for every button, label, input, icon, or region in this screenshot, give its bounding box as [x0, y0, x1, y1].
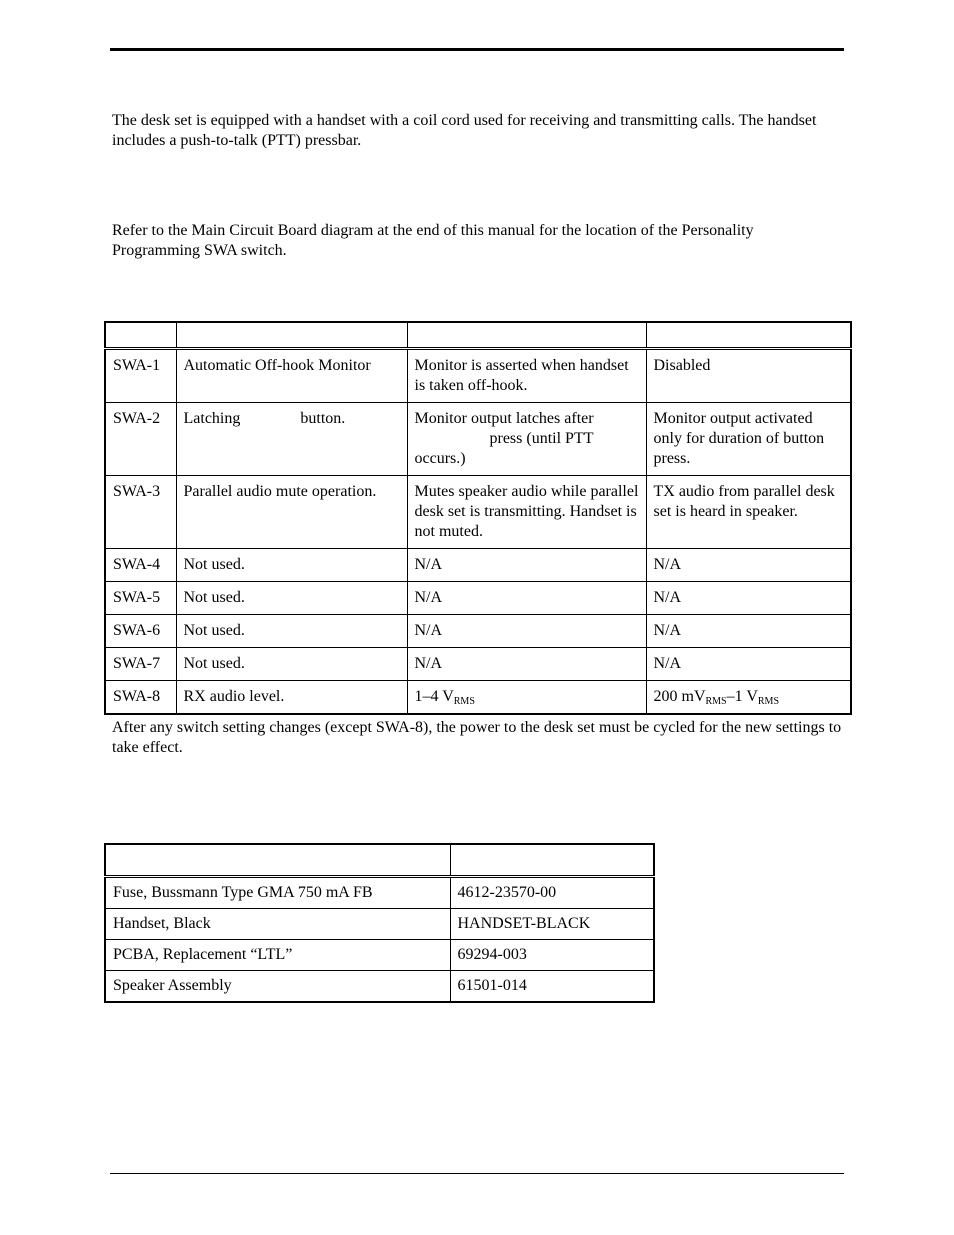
table-row: [105, 940, 654, 971]
switch-cell: SWA-6: [105, 615, 176, 648]
table-row: [105, 877, 654, 909]
parts-header-part: [450, 844, 654, 877]
switch-cell: SWA-3: [105, 476, 176, 549]
table-row: [105, 476, 851, 549]
switch-cell: SWA-1: [105, 349, 176, 403]
on-cell: N/A: [407, 648, 646, 681]
parts-header-row: [105, 844, 654, 877]
table-row: [105, 909, 654, 940]
rms-subscript: RMS: [757, 696, 780, 707]
on-cell: Monitor is asserted when handset is taken off-hook.: [407, 349, 646, 403]
table-row: [105, 582, 851, 615]
switch-cell: SWA-5: [105, 582, 176, 615]
on-text-b: press (until PTT occurs.): [414, 430, 594, 467]
off-cell: Monitor output activated only for duration of button press.: [646, 403, 851, 476]
off-value-b: –1 V: [726, 688, 758, 705]
part-number-cell: 61501-014: [450, 971, 654, 1003]
function-cell: Parallel audio mute operation.: [176, 476, 407, 549]
function-cell: RX audio level.: [176, 681, 407, 715]
swa-header-off: [646, 322, 851, 349]
description-cell: Speaker Assembly: [105, 971, 450, 1003]
function-cell: [176, 403, 407, 476]
swa-switch-table: [104, 321, 852, 715]
off-value-a: 200 mV: [653, 688, 706, 705]
description-cell: Fuse, Bussmann Type GMA 750 mA FB: [105, 877, 450, 909]
handset-paragraph: The desk set is equipped with a handset with a coil cord used for receiving and transmitting calls. The handset includes a push-to-talk (PTT) pressbar.: [112, 112, 817, 149]
rms-subscript: RMS: [453, 696, 475, 707]
switch-cell: SWA-8: [105, 681, 176, 715]
parts-table: [104, 843, 655, 1003]
function-cell: Not used.: [176, 582, 407, 615]
footer-rule: [110, 1173, 844, 1174]
part-number-cell: 4612-23570-00: [450, 877, 654, 909]
off-cell: N/A: [646, 582, 851, 615]
table-row: [105, 971, 654, 1003]
swa-header-switch: [105, 322, 176, 349]
swa-header-on: [407, 322, 646, 349]
function-text-a: Latching: [183, 410, 241, 427]
switch-cell: SWA-4: [105, 549, 176, 582]
description-cell: PCBA, Replacement “LTL”: [105, 940, 450, 971]
table-row: [105, 403, 851, 476]
on-cell: [407, 403, 646, 476]
on-cell: N/A: [407, 582, 646, 615]
off-cell: Disabled: [646, 349, 851, 403]
parts-header-description: [105, 844, 450, 877]
switch-cell: SWA-2: [105, 403, 176, 476]
function-text-b: button.: [300, 410, 346, 427]
on-cell: Mutes speaker audio while parallel desk set is transmitting. Handset is not muted.: [407, 476, 646, 549]
on-cell: [407, 681, 646, 715]
table-row: [105, 615, 851, 648]
description-cell: Handset, Black: [105, 909, 450, 940]
function-cell: Not used.: [176, 549, 407, 582]
part-number-cell: HANDSET-BLACK: [450, 909, 654, 940]
switch-cell: SWA-7: [105, 648, 176, 681]
off-cell: N/A: [646, 549, 851, 582]
swa-header-row: [105, 322, 851, 349]
function-cell: Not used.: [176, 615, 407, 648]
after-paragraph: After any switch setting changes (except SWA-8), the power to the desk set must be cycled for the new settings to take effect.: [112, 719, 842, 756]
part-number-cell: 69294-003: [450, 940, 654, 971]
refer-paragraph: Refer to the Main Circuit Board diagram at the end of this manual for the location of the Personality Programming SWA switch.: [112, 222, 754, 259]
off-cell: N/A: [646, 648, 851, 681]
on-text-a: Monitor output latches after: [414, 410, 594, 427]
on-cell: N/A: [407, 615, 646, 648]
rms-subscript: RMS: [705, 696, 727, 707]
header-rule: [110, 48, 844, 51]
off-cell: TX audio from parallel desk set is heard in speaker.: [646, 476, 851, 549]
table-row: [105, 648, 851, 681]
on-value: 1–4 V: [414, 688, 454, 705]
table-row: [105, 549, 851, 582]
off-cell: [646, 681, 851, 715]
on-cell: N/A: [407, 549, 646, 582]
swa-header-function: [176, 322, 407, 349]
table-row: [105, 681, 851, 715]
function-cell: Automatic Off-hook Monitor: [176, 349, 407, 403]
table-row: [105, 349, 851, 403]
function-cell: Not used.: [176, 648, 407, 681]
off-cell: N/A: [646, 615, 851, 648]
